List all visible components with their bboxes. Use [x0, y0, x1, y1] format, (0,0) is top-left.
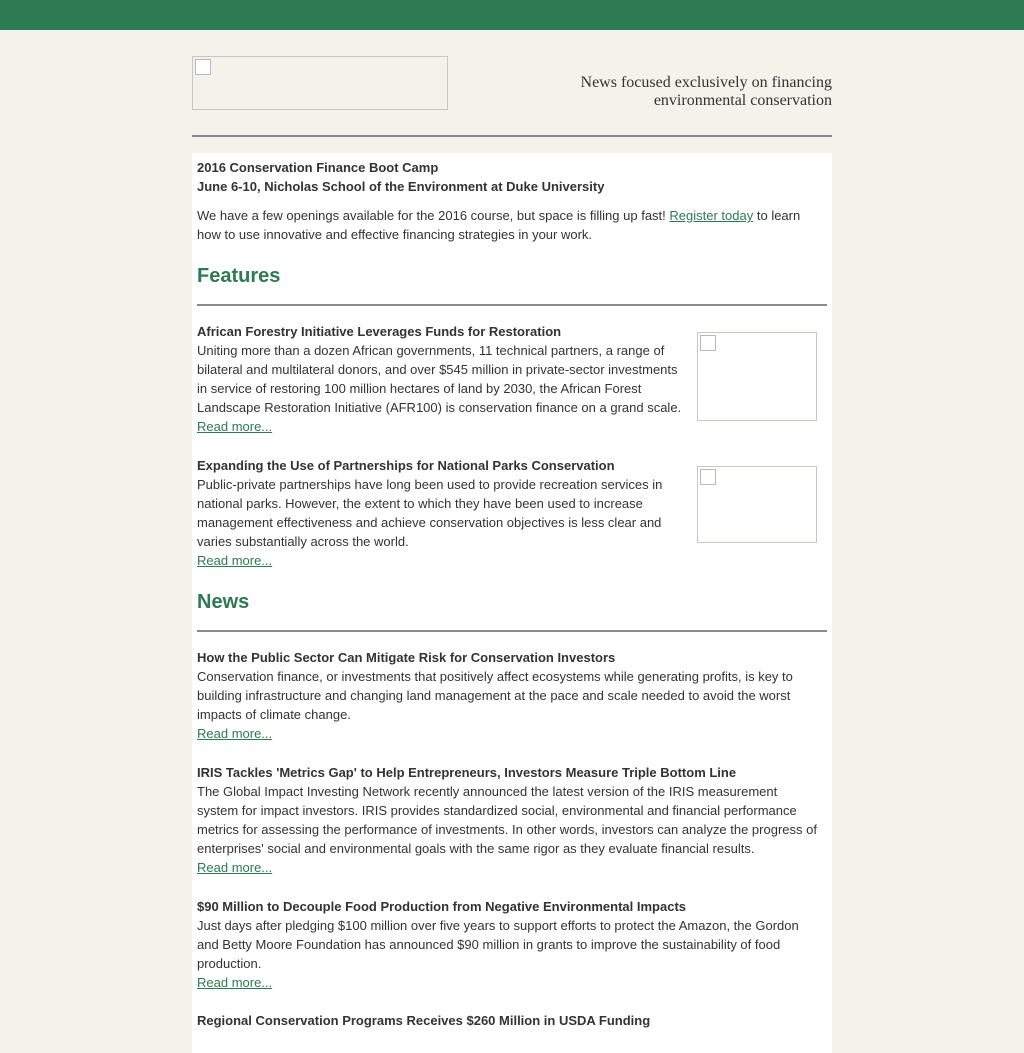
bootcamp-text-after: to learn — [756, 208, 801, 223]
feature-headline: Expanding the Use of Partnerships for National Parks Conservation — [197, 458, 615, 473]
feature-line: management effectiveness and achieve conservation objectives is less clear and — [197, 515, 662, 530]
newsletter-content — [192, 153, 832, 1053]
features-divider — [197, 304, 827, 306]
feature-line: bilateral and multilateral donors, and over $545 million in private-sector investments — [197, 362, 678, 377]
news-line: and Betty Moore Foundation has announced $90 million in grants to improve the sustainability of food — [197, 937, 781, 952]
bootcamp-text-line2: how to use innovative and effective financing strategies in your work. — [197, 227, 593, 242]
feature-thumbnail[interactable] — [697, 466, 817, 543]
feature-line: in service of restoring 100 million hectares of land by 2030, the African Forest — [197, 381, 642, 396]
news-line: Just days after pledging $100 million over five years to support efforts to protect the Amazon, the Gordon — [197, 918, 799, 933]
features-heading: Features — [197, 265, 281, 287]
feature-headline: African Forestry Initiative Leverages Funds for Restoration — [197, 324, 562, 339]
news-line: Conservation finance, or investments that positively affect ecosystems while generating profits, is key to — [197, 669, 793, 684]
news-line: system for impact investors. IRIS provides standardized social, environmental and financial performance — [197, 803, 797, 818]
news-heading: News — [197, 591, 250, 613]
news-line: enterprises' social and environmental goals with the same rigor as they evaluate financial results. — [197, 841, 755, 856]
news-line: The Global Impact Investing Network recently announced the latest version of the IRIS measurement — [197, 784, 778, 799]
news-line: impacts of climate change. — [197, 707, 351, 722]
tagline-line2: environmental conservation — [653, 92, 832, 109]
news-divider — [197, 630, 827, 632]
read-more-link[interactable]: Read more... — [197, 726, 273, 741]
feature-line: national parks. However, the extent to which they have been used to increase — [197, 496, 643, 511]
feature-line: Public-private partnerships have long been used to provide recreation services in — [197, 477, 663, 492]
news-headline: How the Public Sector Can Mitigate Risk for Conservation Investors — [197, 650, 616, 665]
read-more-link[interactable]: Read more... — [197, 419, 273, 434]
news-headline: $90 Million to Decouple Food Production from Negative Environmental Impacts — [197, 899, 687, 914]
news-line: building infrastructure and changing land management at the pace and scale needed to avoid the worst — [197, 688, 791, 703]
news-line: metrics for assessing the performance of investments. In other words, investors can analyze the progress of — [197, 822, 817, 837]
header-divider — [192, 135, 832, 137]
tagline-line1: News focused exclusively on financing — [580, 74, 832, 91]
news-headline: IRIS Tackles 'Metrics Gap' to Help Entrepreneurs, Investors Measure Triple Bottom Line — [197, 765, 737, 780]
read-more-link[interactable]: Read more... — [197, 553, 273, 568]
news-headline: Regional Conservation Programs Receives $260 Million in USDA Funding — [197, 1013, 651, 1028]
bootcamp-title: 2016 Conservation Finance Boot Camp — [197, 160, 439, 175]
logo-image[interactable] — [192, 56, 448, 110]
feature-thumbnail[interactable] — [697, 332, 817, 421]
read-more-link[interactable]: Read more... — [197, 975, 273, 990]
feature-line: Landscape Restoration Initiative (AFR100) is conservation finance on a grand scale. — [197, 400, 682, 415]
top-bar — [0, 0, 1024, 30]
tagline — [512, 74, 832, 110]
news-line: production. — [197, 956, 262, 971]
read-more-link[interactable]: Read more... — [197, 860, 273, 875]
header — [192, 56, 832, 116]
bootcamp-text — [197, 206, 827, 244]
register-today-link[interactable]: Register today — [669, 208, 754, 223]
feature-line: varies substantially across the world. — [197, 534, 409, 549]
bootcamp-subtitle: June 6-10, Nicholas School of the Environment at Duke University — [197, 179, 605, 194]
bootcamp-text-before: We have a few openings available for the 2016 course, but space is filling up fast! — [197, 208, 666, 223]
feature-line: Uniting more than a dozen African governments, 11 technical partners, a range of — [197, 343, 665, 358]
